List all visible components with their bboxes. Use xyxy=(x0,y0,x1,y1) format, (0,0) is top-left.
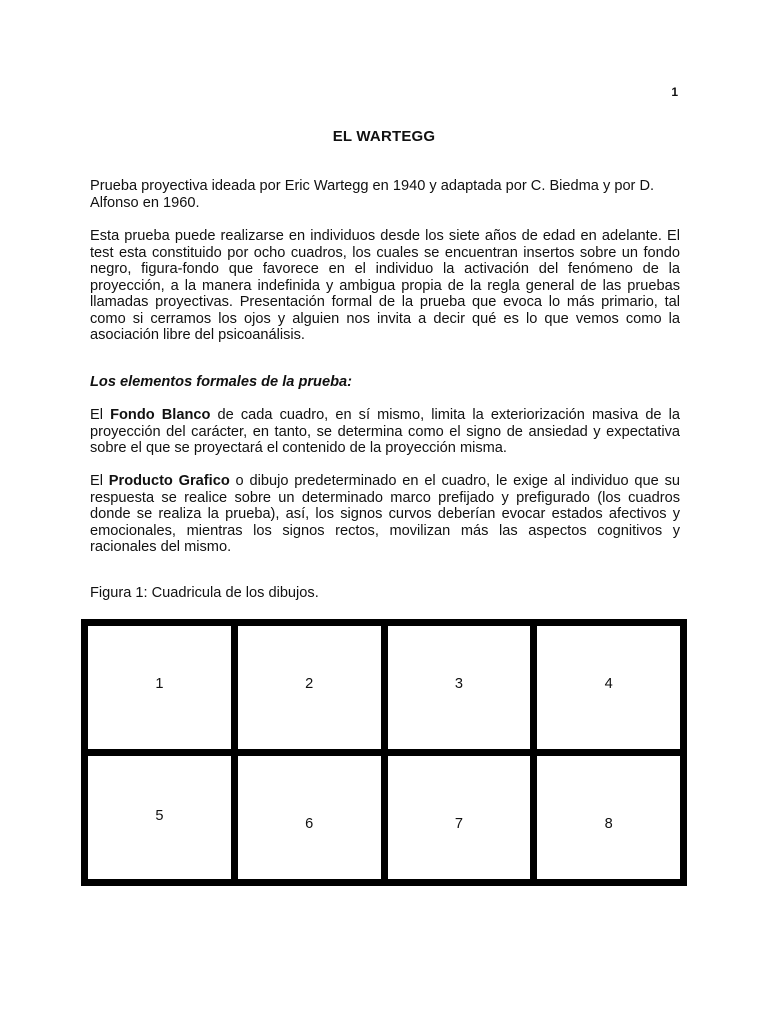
section-heading: Los elementos formales de la prueba: xyxy=(90,374,352,390)
grid-cell-label: 2 xyxy=(305,676,314,692)
grid-cell-label: 4 xyxy=(604,676,613,692)
figure-caption: Figura 1: Cuadricula de los dibujos. xyxy=(90,585,319,601)
grid-cell-6 xyxy=(238,756,381,879)
grid-cell-5 xyxy=(88,756,231,879)
grid-cell-label: 8 xyxy=(604,816,613,832)
grid-cell-2 xyxy=(238,626,381,749)
grid-cell-4 xyxy=(537,626,680,749)
grid-cell-label: 5 xyxy=(155,808,164,824)
grid-cell-label: 3 xyxy=(454,676,463,692)
intro-paragraph: Prueba proyectiva ideada por Eric Wartegg en 1940 y adaptada por C. Biedma y por D. Alfonso en 1960. xyxy=(90,178,655,211)
fondo-prefix: El xyxy=(90,407,111,423)
grid-cell-3 xyxy=(388,626,531,749)
fondo-paragraph xyxy=(90,407,680,457)
grid-cell-8 xyxy=(537,756,680,879)
grid-cell-label: 6 xyxy=(305,816,314,832)
producto-paragraph xyxy=(90,473,680,556)
grid-cell-label: 7 xyxy=(454,816,463,832)
grid-cell-1 xyxy=(88,626,231,749)
producto-prefix: El xyxy=(90,473,109,489)
producto-text: o dibujo predeterminado en el cuadro, le exige al individuo que su respuesta se realice sobre un determinado marco prefijado y prefigurado (los cuadros donde se realiza la prueba), así, los signos curvos deberían evocar estados afectivos y emocionales, mientras los signos rectos, movilizan más las aspectos cognitivos y racionales del mismo. xyxy=(90,473,681,555)
producto-term: Producto Grafico xyxy=(108,473,230,489)
fondo-term: Fondo Blanco xyxy=(110,407,211,423)
fondo-text: de cada cuadro, en sí mismo, limita la exteriorización masiva de la proyección del carácter, en tanto, se determina como el signo de ansiedad y expectativa sobre el que se proyectará el contenido de la proyección misma. xyxy=(90,407,680,456)
document-title: EL WARTEGG xyxy=(332,128,436,145)
grid-cell-7 xyxy=(388,756,531,879)
page-number: 1 xyxy=(671,85,678,99)
description-paragraph: Esta prueba puede realizarse en individuos desde los siete años de edad en adelante. El test esta constituido por ocho cuadros, los cuales se encuentran insertos sobre un fondo negro, figura-fondo que favorece en el individuo la activación del fenómeno de la proyección, a la manera indefinida y ambigua propia de la regla general de las pruebas llamadas proyectivas. Presentación formal de la prueba que evoca lo más primario, tal como si cerramos los ojos y alguien nos invita a decir qué es lo que vemos como la asociación libre del psicoanálisis. xyxy=(90,228,680,343)
drawing-grid xyxy=(81,619,687,886)
grid-cell-label: 1 xyxy=(155,676,164,692)
